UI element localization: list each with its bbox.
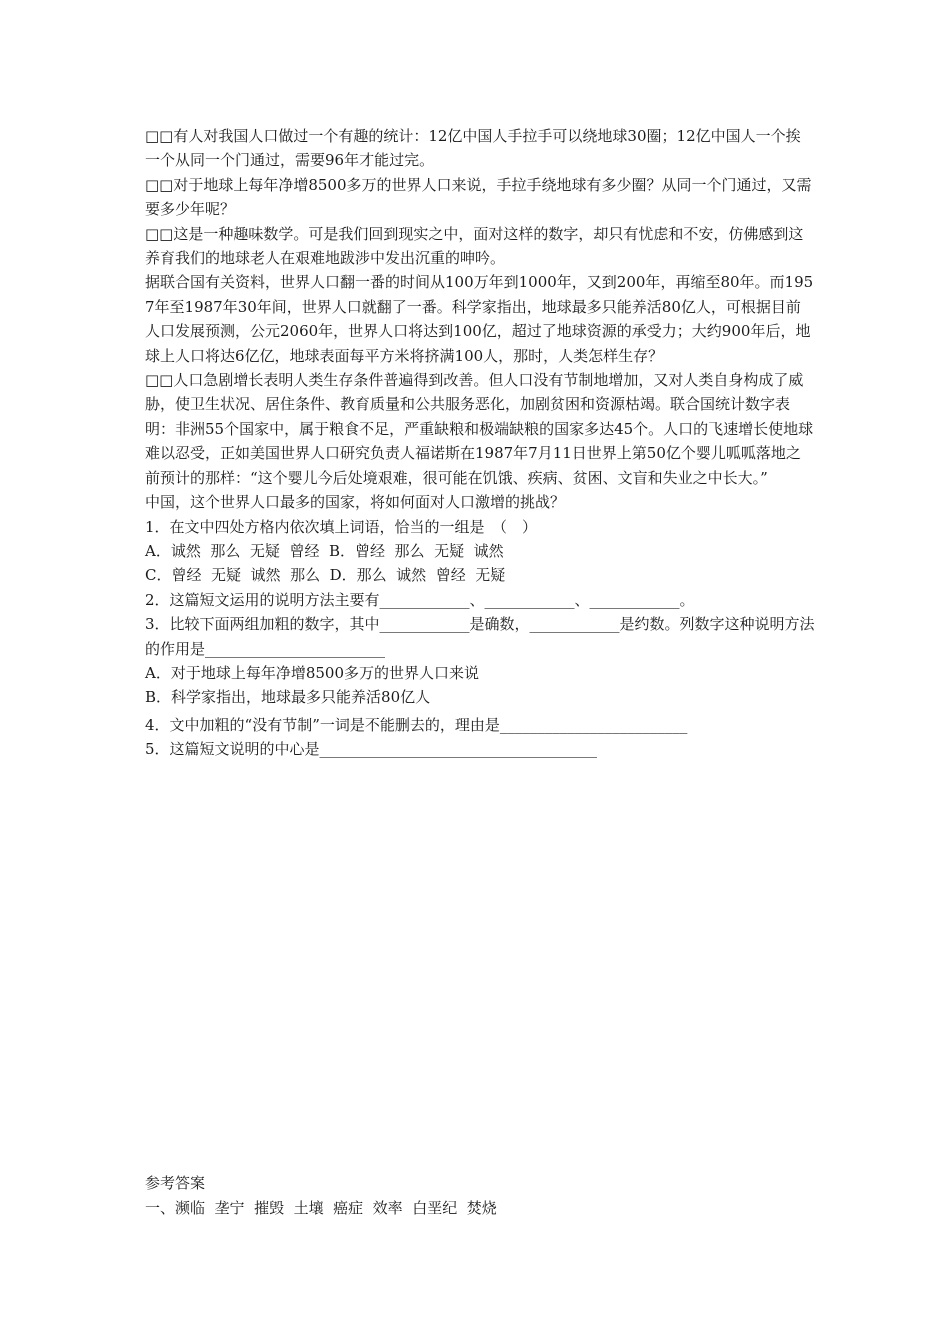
passage-paragraph-4: 据联合国有关资料，世界人口翻一番的时间从100万年到1000年，又到200年，再缩至80年。而1957年至1987年30年间，世界人口就翻了一番。科学家指出，地球最多只能养活80亿人，可根据目前人口发展预测，公元2060年，世界人口将达到100亿，超过了地球资源的承受力；大约900年后，地球上人口将达6亿亿，地球表面每平方米将挤满100人，那时，人类怎样生存？ <box>145 273 814 365</box>
passage-paragraph-3: □□这是一种趣味数学。可是我们回到现实之中，面对这样的数字，却只有忧虑和不安，仿佛感到这养育我们的地球老人在艰难地跋涉中发出沉重的呻吟。 <box>145 224 804 268</box>
answer-key-heading: 参考答案 <box>145 1174 206 1192</box>
worksheet-body <box>145 124 815 762</box>
passage-paragraph-1: □□有人对我国人口做过一个有趣的统计：12亿中国人手拉手可以绕地球30圈；12亿中国人一个挨一个从同一个门通过，需要96年才能过完。 <box>145 127 801 170</box>
passage-paragraph-6: 中国，这个世界人口最多的国家，将如何面对人口激增的挑战？ <box>145 493 566 512</box>
question-2: 2．这篇短文运用的说明方法主要有____________、____________、____________。 <box>145 590 695 609</box>
answer-key <box>145 1171 815 1221</box>
passage-paragraph-2: □□对于地球上每年净增8500多万的世界人口来说，手拉手绕地球有多少圈？从同一个门通过，又需要多少年呢？ <box>145 175 812 219</box>
answer-key-line-1: 一、濒临 垄宁 摧毁 土壤 癌症 效率 白垩纪 焚烧 <box>145 1199 497 1217</box>
question-1-options-ab: A．诚然 那么 无疑 曾经 B．曾经 那么 无疑 诚然 <box>145 541 504 560</box>
question-3-option-a: A．对于地球上每年净增8500多万的世界人口来说 <box>145 663 480 682</box>
question-3-option-b: B．科学家指出，地球最多只能养活80亿人 <box>145 687 431 706</box>
passage-paragraph-5: □□人口急剧增长表明人类生存条件普遍得到改善。但人口没有节制地增加，又对人类自身构成了威胁，使卫生状况、居住条件、教育质量和公共服务恶化，加剧贫困和资源枯竭。联合国统计数字表明：非洲55个国家中，属于粮食不足，严重缺粮和极端缺粮的国家多达45个。人口的飞速增长使地球难以忍受，正如美国世界人口研究负责人福诺斯在1987年7月11日世界上第50亿个婴儿呱呱落地之前预计的那样：“这个婴儿今后处境艰难，很可能在饥饿、疾病、贫困、文盲和失业之中长大。” <box>145 371 814 487</box>
question-1-options-cd: C．曾经 无疑 诚然 那么 D．那么 诚然 曾经 无疑 <box>145 566 506 585</box>
question-4: 4．文中加粗的“没有节制”一词是不能删去的，理由是_________________________ <box>145 715 688 734</box>
question-3: 3．比较下面两组加粗的数字，其中____________是确数，____________是约数。列数字这种说明方法的作用是________________________ <box>145 615 815 658</box>
question-5: 5．这篇短文说明的中心是_____________________________________ <box>145 740 598 759</box>
question-1: 1．在文中四处方格内依次填上词语，恰当的一组是 （ ） <box>145 517 538 536</box>
